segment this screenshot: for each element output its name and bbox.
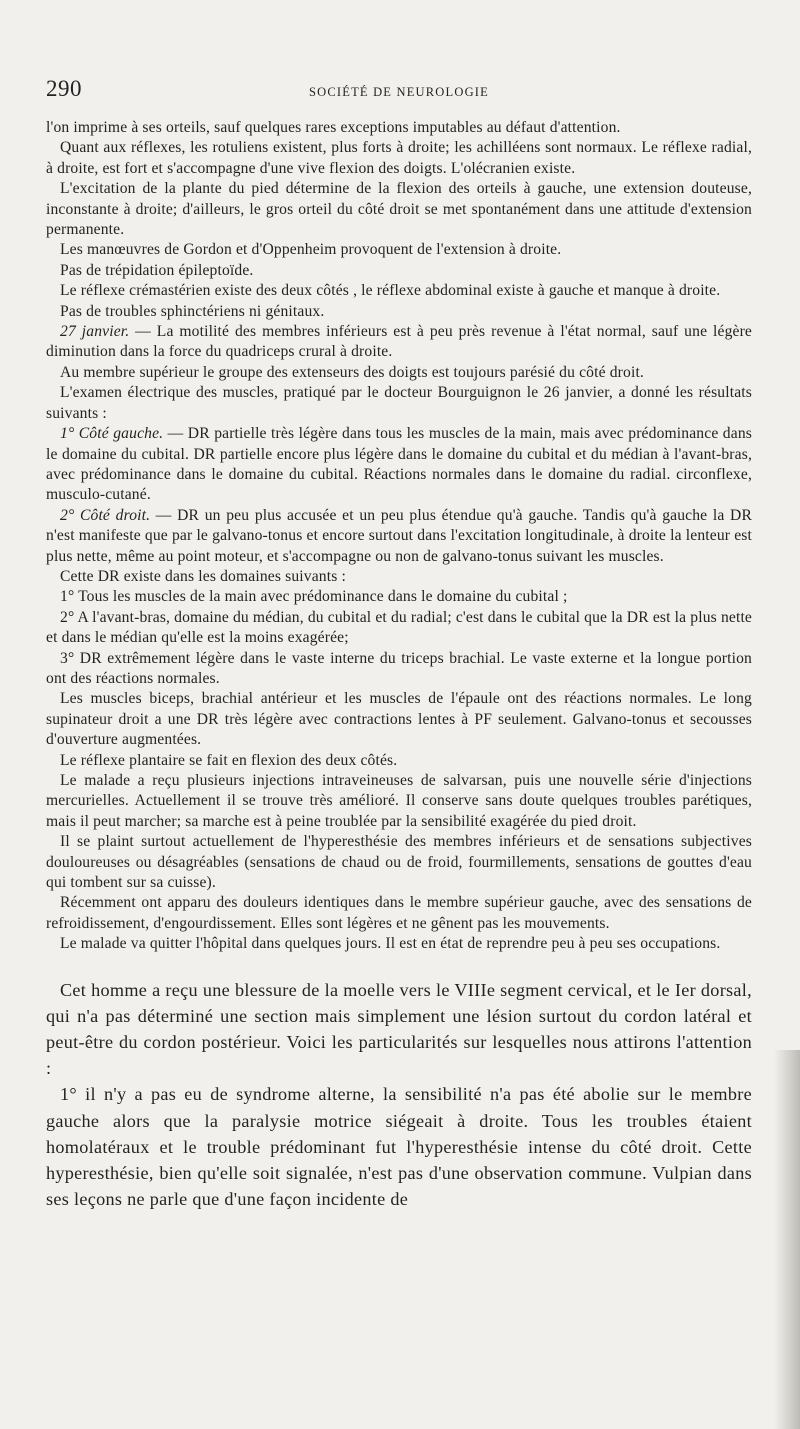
running-title: SOCIÉTÉ DE NEUROLOGIE <box>308 85 490 99</box>
page-number: 290 <box>46 76 82 101</box>
paragraph: Le réflexe crémastérien existe des deux côtés , le réflexe abdominal existe à gauche et manque à droite. <box>60 282 721 300</box>
paragraph: Le malade va quitter l'hôpital dans quelques jours. Il est en état de reprendre peu à peu ses occupations. <box>60 935 721 953</box>
paragraph: 1° il n'y a pas eu de syndrome alterne, la sensibilité n'a pas été abolie sur le membre gauche alors que la paralysie motrice siégeait à droite. Tous les troubles étaient homolatéraux et le trouble prédominant fut l'hyperesthésie intense du côté droit. Cette hyperesthésie, bien qu'elle soit signalée, n'est pas d'une observation commune. Vulpian dans ses leçons ne parle que d'une façon incidente de <box>46 1084 752 1210</box>
paragraph: Les muscles biceps, brachial antérieur et les muscles de l'épaule ont des réactions normales. Le long supinateur droit a une DR très légère avec contractions lentes à PF seulement. Galvano-tonus et secousses d'ouverture augmentées. <box>46 690 752 749</box>
paragraph: Récemment ont apparu des douleurs identiques dans le membre supérieur gauche, avec des sensations de refroidissement, d'engourdissement. Elles sont légères et ne gênent pas les mouvements. <box>46 894 752 932</box>
paragraph: 2° Côté droit. — DR un peu plus accusée et un peu plus étendue qu'à gauche. Tandis qu'à gauche la DR n'est manifeste que par le galvano-tonus et encore surtout dans l'excitation longitudinale, à droite la lenteur est plus nette, même au point moteur, et s'accompagne ou non de galvano-tonus suivant les muscles. <box>46 506 752 565</box>
paragraph: Quant aux réflexes, les rotuliens existent, plus forts à droite; les achilléens sont normaux. Le réflexe radial, à droite, est fort et s'accompagne d'une vive flexion des doigts. L'olécranien existe. <box>46 139 752 177</box>
page-header <box>46 76 752 104</box>
paragraph: L'examen électrique des muscles, pratiqué par le docteur Bourguignon le 26 janvier, a donné les résultats suivants : <box>46 384 752 422</box>
page-edge-shadow <box>774 1050 800 1429</box>
paragraph: Le réflexe plantaire se fait en flexion des deux côtés. <box>60 751 398 769</box>
paragraph: Au membre supérieur le groupe des extenseurs des doigts est toujours parésié du côté droit. <box>60 363 644 381</box>
paragraph: Les manœuvres de Gordon et d'Oppenheim provoquent de l'extension à droite. <box>60 241 562 259</box>
paragraph: Il se plaint surtout actuellement de l'hyperesthésie des membres inférieurs et de sensations subjectives douloureuses ou désagréables (sensations de chaud ou de froid, fourmillements, sensations de gouttes d'eau qui tombent sur sa cuisse). <box>46 833 752 892</box>
case-report-text <box>46 118 752 955</box>
paragraph: 27 janvier. — La motilité des membres inférieurs est à peu près revenue à l'état normal, sauf une légère diminution dans la force du quadriceps crural à droite. <box>46 323 752 361</box>
paragraph: 1° Tous les muscles de la main avec prédominance dans le domaine du cubital ; <box>60 588 568 606</box>
paragraph: Cet homme a reçu une blessure de la moelle vers le VIIIe segment cervical, et le Ier dorsal, qui n'a pas déterminé une section mais simplement une lésion surtout du cordon latéral et peut-être du cordon postérieur. Voici les particularités sur lesquelles nous attirons l'attention : <box>46 979 752 1079</box>
paragraph: 3° DR extrêmement légère dans le vaste interne du triceps brachial. Le vaste externe et la longue portion ont des réactions normales. <box>46 649 752 687</box>
paragraph: 1° Côté gauche. — DR partielle très légère dans tous les muscles de la main, mais avec prédominance dans le domaine du cubital. DR partielle encore plus légère dans le domaine du cubital et du médian à l'avant-bras, avec prédominance dans le domaine du cubital. Réactions normales dans le domaine du radial. circonflexe, musculo-cutané. <box>46 425 752 504</box>
paragraph: 2° A l'avant-bras, domaine du médian, du cubital et du radial; c'est dans le cubital que la DR est la plus nette et dans le médian qu'elle est la moins exagérée; <box>46 608 752 647</box>
paragraph: Le malade a reçu plusieurs injections intraveineuses de salvarsan, puis une nouvelle série d'injections mercurielles. Actuellement il se trouve très amélioré. Il conserve sans doute quelques troubles parétiques, mais il peut marcher; sa marche est à peine troublée par la sensibilité exagérée du pied droit. <box>46 772 752 830</box>
discussion-text <box>46 977 752 1213</box>
paragraph: Cette DR existe dans les domaines suivants : <box>60 567 346 585</box>
paragraph: l'on imprime à ses orteils, sauf quelques rares exceptions imputables au défaut d'attention. <box>46 119 621 136</box>
paragraph: Pas de troubles sphinctériens ni génitaux. <box>60 302 325 320</box>
paragraph: L'excitation de la plante du pied détermine de la flexion des orteils à gauche, une extension douteuse, inconstante à droite; d'ailleurs, le gros orteil du côté droit se met spontanément dans une attitude d'extension permanente. <box>46 180 752 239</box>
paragraph: Pas de trépidation épileptoïde. <box>60 261 254 279</box>
